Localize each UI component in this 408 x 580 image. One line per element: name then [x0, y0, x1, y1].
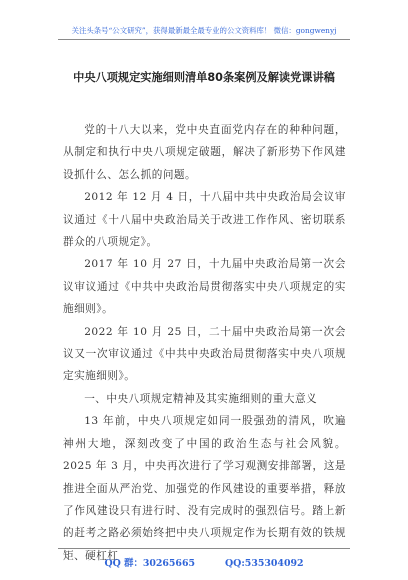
body-paragraph: 2022 年 10 月 25 日，二十届中央政治局第一次会议又一次审议通过《中共中央政治局贯彻落实中央八项规定实施细则》。 — [63, 325, 346, 383]
header-divider — [58, 39, 350, 40]
footer-qq-group: QQ 群：30265665 — [104, 558, 196, 569]
footer-qq: QQ:535304092 — [225, 558, 304, 569]
footer-contacts — [0, 555, 408, 569]
body-paragraph: 党的十八大以来，党中央直面党内存在的种种问题，从制定和执行中央八项规定破题，解决了新形势下作风建设抓什么、怎么抓的问题。 — [63, 124, 346, 181]
header-note: 关注头条号“公文研究”，获得最新最全最专业的公文资料库！ 微信：gongwenyj — [71, 26, 337, 35]
section-heading: 一、中央八项规定精神及其实施细则的重大意义 — [84, 392, 318, 405]
document-body — [63, 119, 346, 567]
body-paragraph: 2012 年 12 月 4 日，十八届中共中央政治局会议审议通过《十八届中央政治局关于改进工作作风、密切联系群众的八项规定》。 — [63, 191, 346, 249]
body-paragraph: 2017 年 10 月 27 日，十九届中央政治局第一次会议审议通过《中共中央政治局贯彻落实中央八项规定的实施细则》。 — [63, 258, 346, 316]
document-title: 中央八项规定实施细则清单80条案例及解读党课讲稿 — [73, 71, 335, 84]
footer-divider — [58, 548, 350, 549]
body-paragraph: 13 年前，中央八项规定如同一股强劲的清风，吹遍神州大地，深刻改变了中国的政治生态与社会风貌。2025 年 3 月，中央再次进行了学习观测安排部署，这是推进全面从严治党、加强党的作风建设的重要举措，释放了作风建设只有进行时、没有完成时的强烈信号。踏上新的赶考之路必须始终把中央八项规定作为长期有效的铁规矩、硬杠杠 — [63, 415, 346, 562]
